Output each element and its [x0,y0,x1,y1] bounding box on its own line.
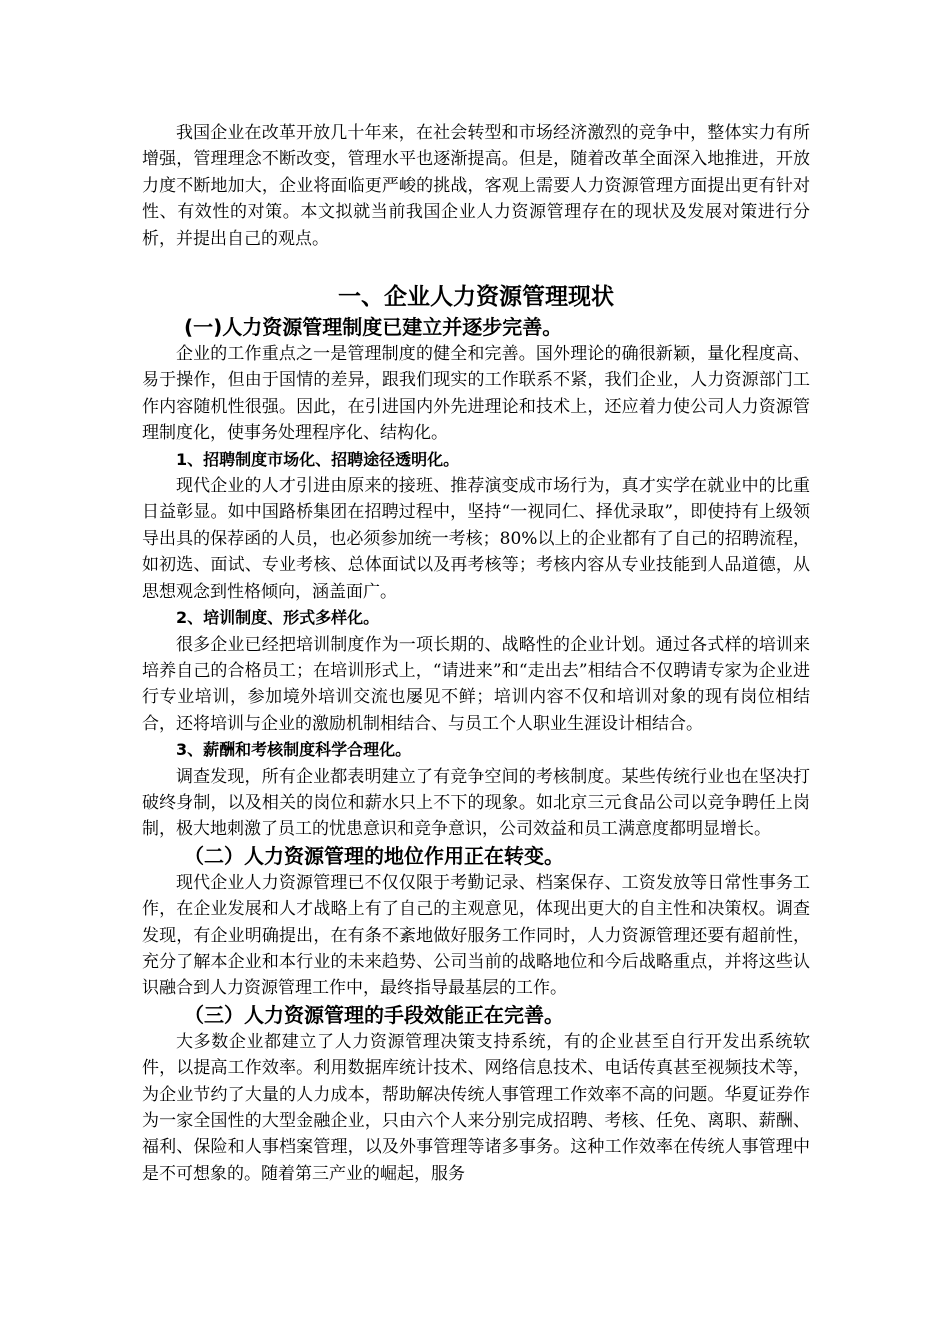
subsection-1-heading: (一)人力资源管理制度已建立并逐步完善。 [184,315,563,340]
item-2-paragraph: 很多企业已经把培训制度作为一项长期的、战略性的企业计划。通过各式样的培训来培养自己的合格员工；在培训形式上，“请进来”和“走出去”相结合不仅聘请专家为企业进行专业培训，参加境外培训交流也屡见不鲜；培训内容不仅和培训对象的现有岗位相结合，还将培训与企业的激励机制相结合、与员工个人职业生涯设计相结合。 [142,634,810,734]
document-body [142,120,810,1187]
item-1-paragraph: 现代企业的人才引进由原来的接班、推荐演变成市场行为，真才实学在就业中的比重日益彰显。如中国路桥集团在招聘过程中，坚持“一视同仁、择优录取”，即使持有上级领导出具的保荐函的人员，也必须参加统一考核；80%以上的企业都有了自己的招聘流程，如初选、面试、专业考核、总体面试以及再考核等；考核内容从专业技能到人品道德，从思想观念到性格倾向，涵盖面广。 [142,476,810,602]
item-2-heading: 2、培训制度、形式多样化。 [176,608,380,628]
subsection-2-paragraph: 现代企业人力资源管理已不仅仅限于考勤记录、档案保存、工资发放等日常性事务工作，在企业发展和人才战略上有了自己的主观意见，体现出更大的自主性和决策权。调查发现，有企业明确提出，在有条不紊地做好服务工作同时，人力资源管理还要有超前性，充分了解本企业和本行业的未来趋势、公司当前的战略地位和今后战略重点，并将这些认识融合到人力资源管理工作中，最终指导最基层的工作。 [142,872,810,999]
subsection-3-heading: （三）人力资源管理的手段效能正在完善。 [184,1002,564,1027]
item-1-heading: 1、招聘制度市场化、招聘途径透明化。 [176,449,460,469]
item-3-paragraph: 调查发现，所有企业都表明建立了有竞争空间的考核制度。某些传统行业也在坚决打破终身制，以及相关的岗位和薪水只上不下的现象。如北京三元食品公司以竞争聘任上岗制，极大地刺激了员工的忧患意识和竞争意识，公司效益和员工满意度都明显增长。 [142,766,810,840]
subsection-2-heading: （二）人力资源管理的地位作用正在转变。 [184,843,564,868]
section-title: 一、企业人力资源管理现状 [338,284,614,311]
subsection-3-paragraph: 大多数企业都建立了人力资源管理决策支持系统，有的企业甚至自行开发出系统软件，以提高工作效率。利用数据库统计技术、网络信息技术、电话传真甚至视频技术等，为企业节约了大量的人力成本，帮助解决传统人事管理工作效率不高的问题。华夏证券作为一家全国性的大型金融企业，只由六个人来分别完成招聘、考核、任免、离职、薪酬、福利、保险和人事档案管理，以及外事管理等诸多事务。这种工作效率在传统人事管理中是不可想象的。随着第三产业的崛起，服务 [142,1031,810,1184]
subsection-1-paragraph: 企业的工作重点之一是管理制度的健全和完善。国外理论的确很新颖，量化程度高、易于操作，但由于国情的差异，跟我们现实的工作联系不紧，我们企业，人力资源部门工作内容随机性很强。因此，在引进国内外先进理论和技术上，还应着力使公司人力资源管理制度化，使事务处理程序化、结构化。 [142,344,810,444]
intro-paragraph: 我国企业在改革开放几十年来，在社会转型和市场经济激烈的竞争中，整体实力有所增强，管理理念不断改变，管理水平也逐渐提高。但是，随着改革全面深入地推进，开放力度不断地加大，企业将面临更严峻的挑战，客观上需要人力资源管理方面提出更有针对性、有效性的对策。本文拟就当前我国企业人力资源管理存在的现状及发展对策进行分析，并提出自己的观点。 [142,123,810,249]
item-3-heading: 3、薪酬和考核制度科学合理化。 [176,740,412,760]
